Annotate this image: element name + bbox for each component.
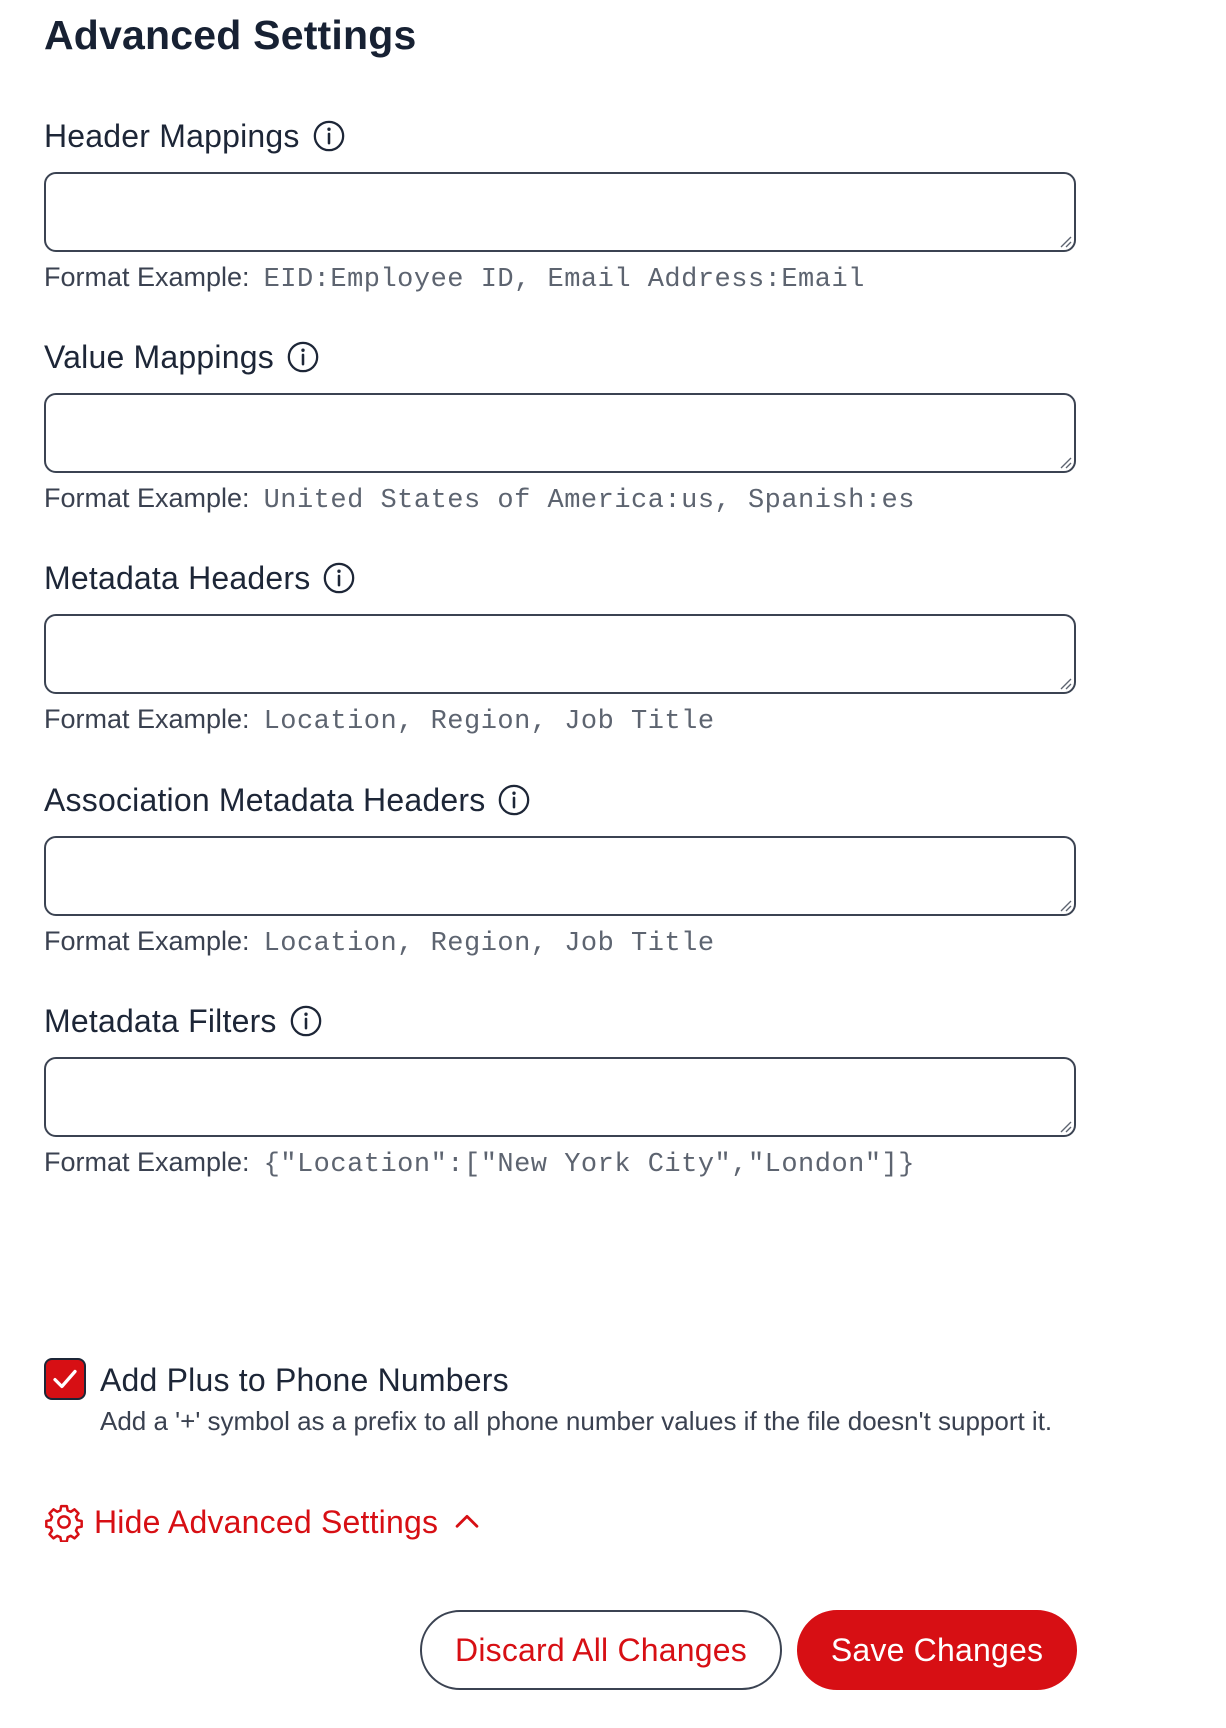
format-example bbox=[44, 704, 1076, 737]
metadata-headers-field bbox=[44, 556, 1076, 737]
format-example bbox=[44, 262, 1076, 295]
info-icon[interactable] bbox=[497, 783, 531, 817]
format-example-label: Format Example: bbox=[44, 262, 250, 292]
field-label: Association Metadata Headers bbox=[44, 781, 486, 818]
resize-grip-icon[interactable] bbox=[1056, 674, 1072, 690]
resize-grip-icon[interactable] bbox=[1056, 1117, 1072, 1133]
field-label: Value Mappings bbox=[44, 338, 274, 375]
hide-advanced-settings-link[interactable] bbox=[44, 1502, 484, 1542]
hide-advanced-settings-label: Hide Advanced Settings bbox=[94, 1503, 439, 1540]
add-plus-phone-option bbox=[44, 1358, 1052, 1437]
association-metadata-headers-input[interactable] bbox=[44, 836, 1076, 916]
field-label: Header Mappings bbox=[44, 117, 300, 154]
discard-all-changes-button[interactable]: Discard All Changes bbox=[420, 1610, 782, 1690]
metadata-headers-input[interactable] bbox=[44, 614, 1076, 694]
add-plus-phone-checkbox[interactable] bbox=[44, 1358, 86, 1400]
header-mappings-field bbox=[44, 114, 1076, 295]
format-example bbox=[44, 483, 1076, 516]
save-changes-button[interactable]: Save Changes bbox=[797, 1610, 1077, 1690]
format-example bbox=[44, 1147, 1076, 1180]
resize-grip-icon[interactable] bbox=[1056, 232, 1072, 248]
info-icon[interactable] bbox=[322, 561, 356, 595]
value-mappings-field bbox=[44, 335, 1076, 516]
add-plus-phone-label[interactable]: Add Plus to Phone Numbers bbox=[100, 1362, 509, 1398]
format-example-label: Format Example: bbox=[44, 483, 250, 513]
metadata-filters-input[interactable] bbox=[44, 1057, 1076, 1137]
info-icon[interactable] bbox=[312, 119, 346, 153]
resize-grip-icon[interactable] bbox=[1056, 453, 1072, 469]
info-icon[interactable] bbox=[286, 340, 320, 374]
format-example-value: {"Location":["New York City","London"]} bbox=[263, 1150, 915, 1180]
format-example-value: United States of America:us, Spanish:es bbox=[263, 486, 915, 516]
metadata-filters-field bbox=[44, 999, 1076, 1180]
resize-grip-icon[interactable] bbox=[1056, 896, 1072, 912]
info-icon[interactable] bbox=[289, 1004, 323, 1038]
chevron-up-icon bbox=[450, 1505, 484, 1539]
format-example-label: Format Example: bbox=[44, 1147, 250, 1177]
format-example bbox=[44, 926, 1076, 959]
format-example-value: EID:Employee ID, Email Address:Email bbox=[263, 265, 865, 295]
format-example-value: Location, Region, Job Title bbox=[263, 929, 715, 959]
add-plus-phone-description: Add a '+' symbol as a prefix to all phone number values if the file doesn't support it. bbox=[100, 1406, 1053, 1436]
page-title: Advanced Settings bbox=[44, 12, 417, 58]
format-example-label: Format Example: bbox=[44, 926, 250, 956]
gear-icon bbox=[44, 1502, 84, 1542]
header-mappings-input[interactable] bbox=[44, 172, 1076, 252]
format-example-label: Format Example: bbox=[44, 704, 250, 734]
field-label: Metadata Filters bbox=[44, 1002, 277, 1039]
association-metadata-headers-field bbox=[44, 778, 1076, 959]
checkmark-icon bbox=[50, 1364, 80, 1394]
format-example-value: Location, Region, Job Title bbox=[263, 707, 715, 737]
value-mappings-input[interactable] bbox=[44, 393, 1076, 473]
field-label: Metadata Headers bbox=[44, 559, 311, 596]
